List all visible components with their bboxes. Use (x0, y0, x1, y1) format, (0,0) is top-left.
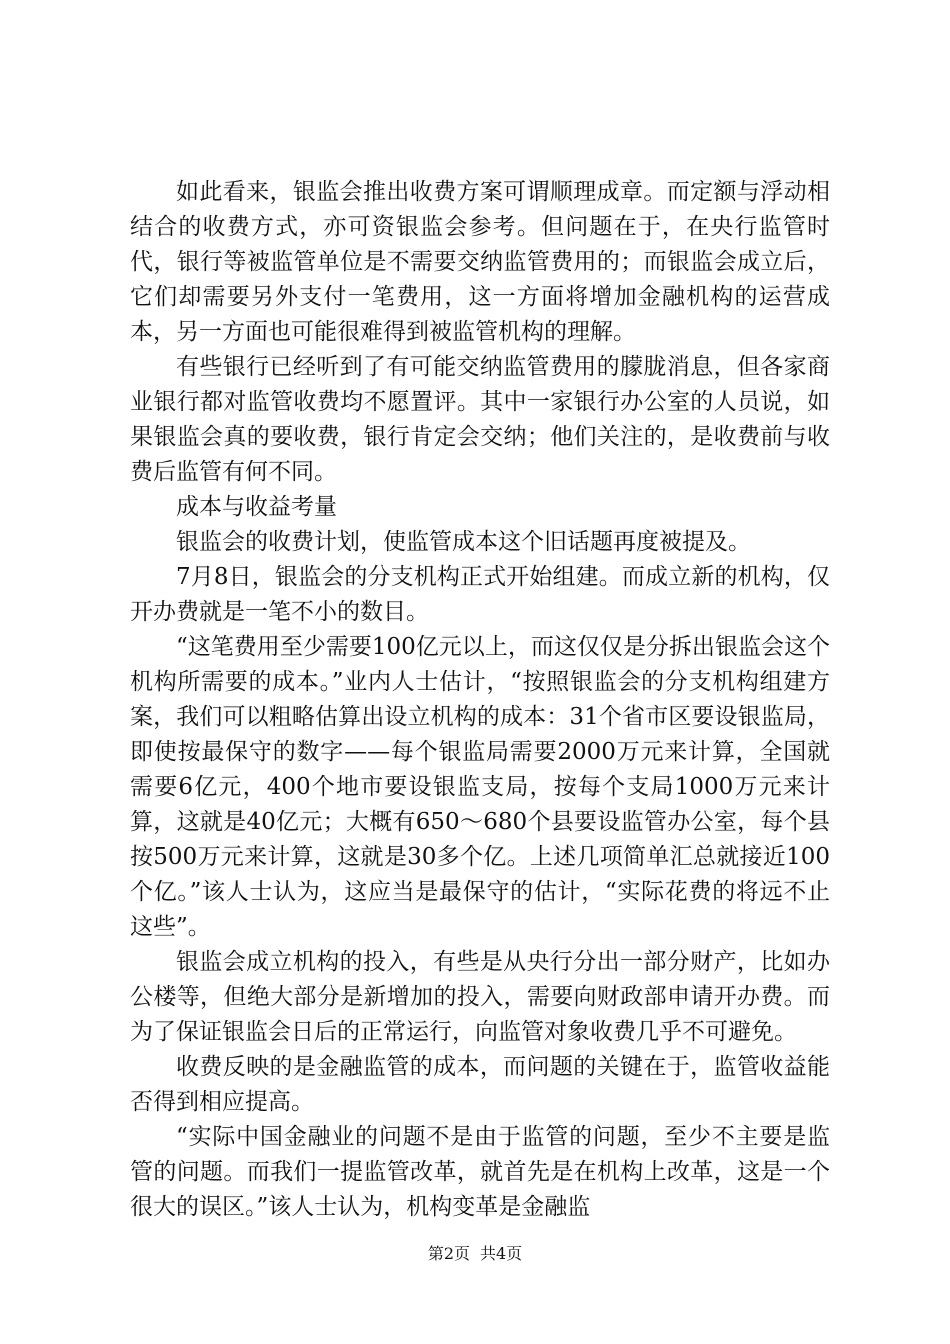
paragraph: 收费反映的是金融监管的成本，而问题的关键在于，监管收益能否得到相应提高。 (130, 1054, 830, 1115)
paragraph: 有些银行已经听到了有可能交纳监管费用的朦胧消息，但各家商业银行都对监管收费均不愿置评。其中一家银行办公室的人员说，如果银监会真的要收费，银行肯定会交纳；他们关注的，是收费前与收费后监管有何不同。 (130, 354, 830, 485)
paragraph: “实际中国金融业的问题不是由于监管的问题，至少不主要是监管的问题。而我们一提监管改革，就首先是在机构上改革，这是一个很大的误区。”该人士认为，机构变革是金融监 (130, 1124, 830, 1220)
paragraph: 7月8日，银监会的分支机构正式开始组建。而成立新的机构，仅开办费就是一笔不小的数目。 (130, 564, 830, 625)
section-heading: 成本与收益考量 (176, 494, 337, 520)
page-footer (0, 1244, 950, 1264)
paragraph: 如此看来，银监会推出收费方案可谓顺理成章。而定额与浮动相结合的收费方式，亦可资银监会参考。但问题在于，在央行监管时代，银行等被监管单位是不需要交纳监管费用的；而银监会成立后，它们却需要另外支付一笔费用，这一方面将增加金融机构的运营成本，另一方面也可能很难得到被监管机构的理解。 (130, 179, 830, 345)
paragraph: “这笔费用至少需要100亿元以上，而这仅仅是分拆出银监会这个机构所需要的成本。”业内人士估计，“按照银监会的分支机构组建方案，我们可以粗略估算出设立机构的成本：31个省市区要设银监局，即使按最保守的数字——每个银监局需要2000万元来计算，全国就需要6亿元，400个地市要设银监支局，按每个支局1000万元来计算，这就是40亿元；大概有650～680个县要设监管办公室，每个县按500万元来计算，这就是30多个亿。上述几项简单汇总就接近100个亿。”该人士认为，这应当是最保守的估计，“实际花费的将远不止这些”。 (130, 634, 830, 940)
document-body (130, 175, 830, 1225)
page-total: 共4页 (480, 1244, 523, 1263)
page-number: 第2页 (427, 1244, 470, 1263)
paragraph: 银监会的收费计划，使监管成本这个旧话题再度被提及。 (176, 529, 751, 555)
paragraph: 银监会成立机构的投入，有些是从央行分出一部分财产，比如办公楼等，但绝大部分是新增加的投入，需要向财政部申请开办费。而为了保证银监会日后的正常运行，向监管对象收费几乎不可避免。 (130, 949, 830, 1045)
